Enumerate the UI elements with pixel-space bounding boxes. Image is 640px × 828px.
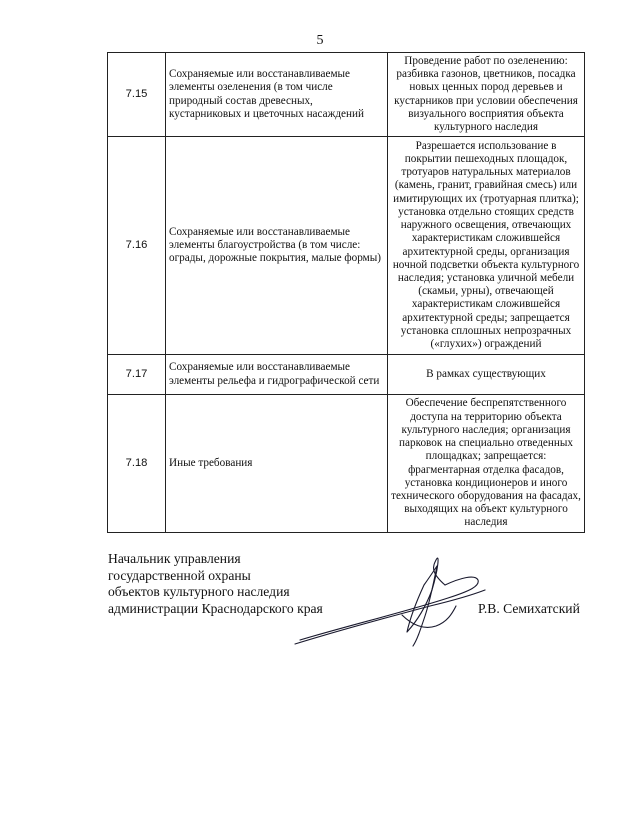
signatory-position: [108, 551, 323, 617]
requirement-cell: Обеспечение беспрепятственного доступа на территорию объекта культурного наследия; организация парковок на специально отведенных площадках; запрещается: фрагментарная отделка фасадов, установка кондиционеров и иного технического оборудования на фасадах, выходящих на объект культурного наследия: [388, 395, 585, 533]
position-line: объектов культурного наследия: [108, 584, 290, 600]
requirement-cell: Разрешается использование в покрытии пешеходных площадок, тротуаров натуральных материалов (камень, гранит, гравийная смесь) или имитирующих их (тротуарная плитка); установка отдельно стоящих средств наружного освещения, отвечающих характеристикам сложившейся архитектурной среды, организация ночной подсветки объекта культурного наследия; установка уличной мебели (скамьи, урны), отвечающей характеристикам сложившейся архитектурной среды; запрещается установка сплошных непрозрачных («глухих») ограждений: [388, 137, 585, 355]
row-number: 7.17: [108, 355, 166, 395]
signer-name: Р.В. Семихатский: [478, 601, 580, 616]
element-cell: Сохраняемые или восстанавливаемые элементы благоустройства (в том числе: ограды, дорожные покрытия, малые формы): [166, 137, 388, 355]
table-row: [108, 53, 585, 137]
page-number: 5: [316, 33, 324, 48]
requirement-cell: В рамках существующих: [388, 355, 585, 395]
position-line: администрации Краснодарского края: [108, 600, 323, 616]
table-row: [108, 355, 585, 395]
requirement-cell: Проведение работ по озеленению: разбивка газонов, цветников, посадка новых ценных пород деревьев и кустарников при условии обеспечения визуального восприятия объекта культурного наследия: [388, 53, 585, 137]
element-cell: Иные требования: [166, 395, 388, 533]
row-number: 7.15: [108, 53, 166, 137]
row-number: 7.18: [108, 395, 166, 533]
regulations-table: [107, 52, 585, 533]
element-cell: Сохраняемые или восстанавливаемые элементы озеленения (в том числе природный состав древесных, кустарниковых и цветочных насаждений: [166, 53, 388, 137]
element-cell: Сохраняемые или восстанавливаемые элементы рельефа и гидрографической сети: [166, 355, 388, 395]
table-row: [108, 137, 585, 355]
position-line: Начальник управления: [108, 551, 241, 566]
table-row: [108, 395, 585, 533]
position-line: государственной охраны: [108, 567, 251, 583]
row-number: 7.16: [108, 137, 166, 355]
